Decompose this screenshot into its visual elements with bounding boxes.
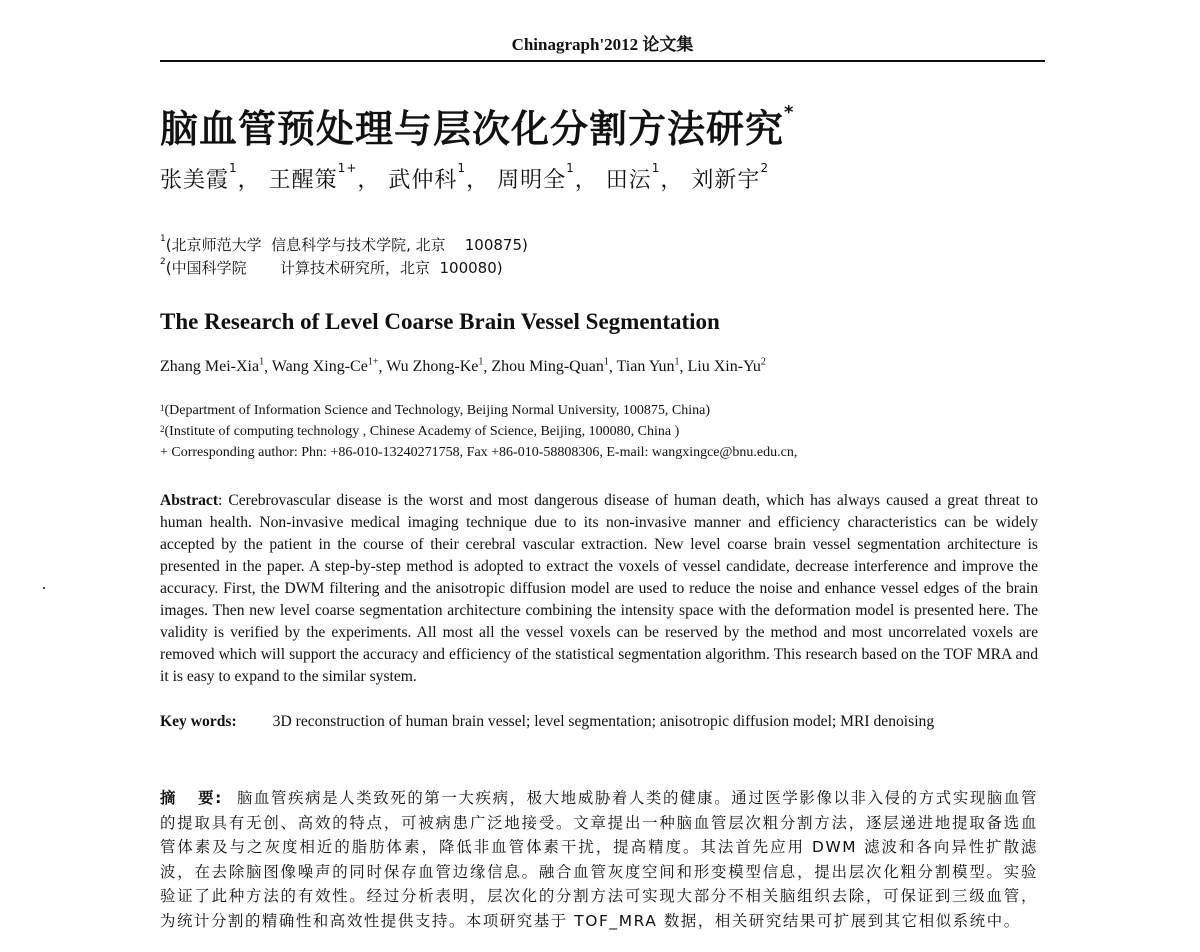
author: Zhang Mei-Xia$^1$ xyxy=(160,357,265,376)
chinese-abstract-text: 脑血管疾病是人类致死的第一大疾病，极大地威胁着人类的健康。通过医学影像以非入侵的方式实现脑血管的提取具有无创、高效的特点，可被病患广泛地接受。文章提出一种脑血管层次粗分割方法，逐层递进地提取备选血管体素及与之灰度相近的脂肪体素，降低非血管体素干扰，提高精度。其法首先应用 DWM 滤波和各向异性扩散滤波，在去除脑图像噪声的同时保存血管边缘信息。融合血管灰度空间和形变模型信息，提出层次化粗分割模型。实验验证了此种方法的有效性。经过分析表明，层次化的分割方法可实现大部分不相关脑组织去除，可保证到三级血管，为统计分割的精确性和高效性提供支持。本项研究基于 TOF_MRA 数据，相关研究结果可扩展到其它相似系统中。 xyxy=(160,789,1038,930)
author: 周明全$^1$ xyxy=(497,161,575,193)
chinese-title xyxy=(160,98,794,153)
chinese-author-list: 张美霞$^1$， 王醒策$^{1+}$， 武仲科$^1$， 周明全$^1$， 田沄$^1$， 刘新宇$^2$ xyxy=(160,161,770,193)
chinese-affiliation-2: $^2$(中国科学院 计算技术研究所，北京 100080) xyxy=(160,257,503,277)
english-affiliation-2: $^2$(Institute of computing technology , Chinese Academy of Science, Beijing, 100080, China ) xyxy=(160,424,680,439)
author: 武仲科$^1$ xyxy=(388,161,467,193)
author: Liu Xin-Yu$^2$ xyxy=(687,357,766,376)
running-header: Chinagraph'2012 论文集 xyxy=(511,35,694,54)
author: 张美霞$^1$ xyxy=(160,161,238,193)
corresponding-author: + Corresponding author: Phn: +86-010-13240271758, Fax +86-010-58808306, E-mail: wangxingce@bnu.edu.cn, xyxy=(160,445,798,460)
scan-artifact-dot xyxy=(43,587,45,589)
english-title: The Research of Level Coarse Brain Vessel Segmentation xyxy=(160,309,720,334)
english-author-list: Zhang Mei-Xia$^1$, Wang Xing-$Ce^{1+}$, Wu Zhong-Ke$^1$, Zhou Ming-Quan$^1$, Tian Yun$^1$, Liu Xin-Yu$^2$ xyxy=(160,357,766,376)
abstract-text: Cerebrovascular disease is the worst and most dangerous disease of human death, which has always caused a great threat to human health. Non-invasive medical imaging technique due to its non-invasive manner and efficiency characteristics can be widely accepted by the patient in the course of their cerebral vascular extraction. New level coarse brain vessel segmentation architecture is presented in the paper. A step-by-step method is adopted to extract the voxels of vessel candidate, decrease interference and improve the accuracy. First, the DWM filtering and the anisotropic diffusion model are used to reduce the noise and enhance vessel edges of the brain images. Then new level coarse segmentation architecture combining the intensity space with the deformation model is presented here. The validity is verified by the experiments. All most all the vessel voxels can be reserved by the method and most uncorrelated voxels are removed which will support the accuracy and efficiency of the statistical segmentation algorithm. This research based on the TOF MRA and it is easy to expand to the similar system. xyxy=(160,492,1038,685)
english-affiliation-1: $^1$(Department of Information Science and Technology, Beijing Normal University, 100875, China) xyxy=(160,403,711,418)
author: Tian Yun$^1$ xyxy=(616,357,680,376)
author: 田沄$^1$ xyxy=(605,161,661,193)
title-footnote-mark: * xyxy=(784,102,795,123)
english-abstract: Abstract: Cerebrovascular disease is the worst and most dangerous disease of human death, which has always caused a great threat to human health. Non-invasive medical imaging technique due to its non-invasive manner and efficiency characteristics can be widely accepted by the patient in the course of their cerebral vascular extraction. New level coarse brain vessel segmentation architecture is presented in the paper. A step-by-step method is adopted to extract the voxels of vessel candidate, decrease interference and improve the accuracy. First, the DWM filtering and the anisotropic diffusion model are used to reduce the noise and enhance vessel edges of the brain images. Then new level coarse segmentation architecture combining the intensity space with the deformation model is presented here. The validity is verified by the experiments. All most all the vessel voxels can be reserved by the method and most uncorrelated voxels are removed which will support the accuracy and efficiency of the statistical segmentation algorithm. This research based on the TOF MRA and it is easy to expand to the similar system. xyxy=(160,492,1038,685)
author: Zhou Ming-Quan$^1$ xyxy=(491,357,609,376)
author: Wang Xing-$Ce^{1+}$ xyxy=(271,357,379,376)
author: Wu Zhong-Ke$^1$ xyxy=(386,357,484,376)
chinese-abstract-label: 摘 要: xyxy=(160,789,223,807)
english-keywords xyxy=(160,710,1038,733)
header-divider xyxy=(160,60,1045,62)
abstract-label: Abstract xyxy=(160,492,219,509)
author: 王醒策$^{1+}$ xyxy=(268,161,358,193)
keywords-text: 3D reconstruction of human brain vessel; level segmentation; anisotropic diffusion model; MRI denoising xyxy=(272,713,935,730)
chinese-abstract xyxy=(160,786,1038,933)
chinese-affiliation-1: $^1$(北京师范大学 信息科学与技术学院, 北京 100875) xyxy=(160,234,528,254)
author: 刘新宇$^2$ xyxy=(691,161,770,193)
chinese-title-text: 脑血管预处理与层次化分割方法研究 xyxy=(160,107,785,151)
keywords-label: Key words: xyxy=(160,713,237,730)
